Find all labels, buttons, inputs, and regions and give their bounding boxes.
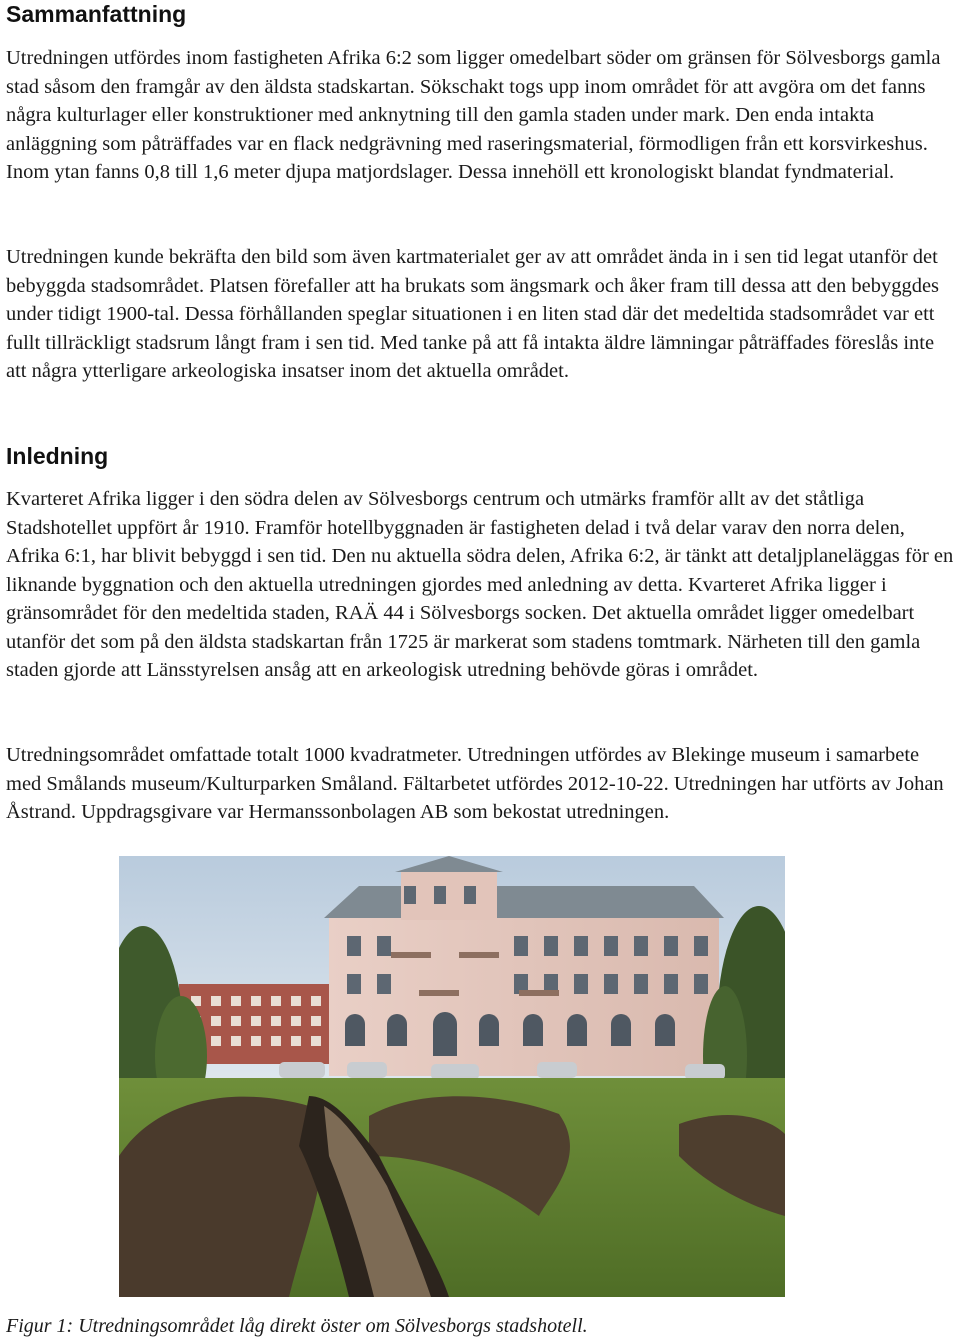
intro-paragraph-2: Utredningsområdet omfattade totalt 1000 kvadratmeter. Utredningen utfördes av Blekinge museum i samarbete med Smålands museum/Kulturparken Småland. Fältarbetet utfördes 2012-10-22. Utredningen har utförts av Johan Åstrand. Uppdragsgivare var Hermanssonbolagen AB som bekostat utredningen. — [6, 744, 944, 823]
summary-paragraph-2: Utredningen kunde bekräfta den bild som även kartmaterialet ger av att området ända in i sen tid legat utanför det bebyggda stadsområdet. Platsen förefaller att ha brukats som ängsmark och åker fram till dessa att den bebyggdes under tidigt 1900-tal. Dessa förhållanden speglar situationen i en liten stad där det medeltida stadsområdet var ett fullt tillräckligt stadsrum långt fram i sen tid. Med tanke på att få intakta äldre lämningar påträffades föreslås inte att några ytterligare arkeologiska insatser inom det aktuella området. — [6, 246, 940, 382]
site-photo — [119, 856, 785, 1297]
section-heading-summary: Sammanfattning — [6, 1, 187, 27]
section-heading-intro: Inledning — [6, 443, 109, 469]
intro-paragraph-1: Kvarteret Afrika ligger i den södra delen av Sölvesborgs centrum och utmärks framför allt av det ståtliga Stadshotellet uppfört år 1910. Framför hotellbyggnaden är fastigheten delad i två delar varav den norra delen, Afrika 6:1, har blivit bebyggd i sen tid. Den nu aktuella södra delen, Afrika 6:2, är tänkt att detaljplaneläggas för en liknande byggnation och den aktuella utredningen gjordes med anledning av detta. Kvarteret Afrika ligger i gränsområdet för den medeltida staden, RAÄ 44 i Sölvesborgs socken. Det aktuella området ligger omedelbart utanför det som på den äldsta stadskartan från 1725 är markerat som stadens tomtmark. Närheten till den gamla staden gjorde att Länsstyrelsen ansåg att en arkeologisk utredning behövde göras i området. — [6, 488, 954, 681]
figure-caption: Figur 1: Utredningsområdet låg direkt öster om Sölvesborgs stadshotell. — [6, 1315, 588, 1337]
summary-paragraph-1: Utredningen utfördes inom fastigheten Afrika 6:2 som ligger omedelbart söder om gränsen för Sölvesborgs gamla stad såsom den framgår av den äldsta stadskartan. Sökschakt togs upp inom området för att avgöra om det fanns några kulturlager eller konstruktioner med anknytning till den gamla staden under mark. Den enda intakta anläggning som påträffades var en flack nedgrävning med raseringsmaterial, förmodligen från ett korsvirkeshus. Inom ytan fanns 0,8 till 1,6 meter djupa matjordslager. Dessa innehöll ett kronologiskt blandat fyndmaterial. — [6, 47, 941, 183]
